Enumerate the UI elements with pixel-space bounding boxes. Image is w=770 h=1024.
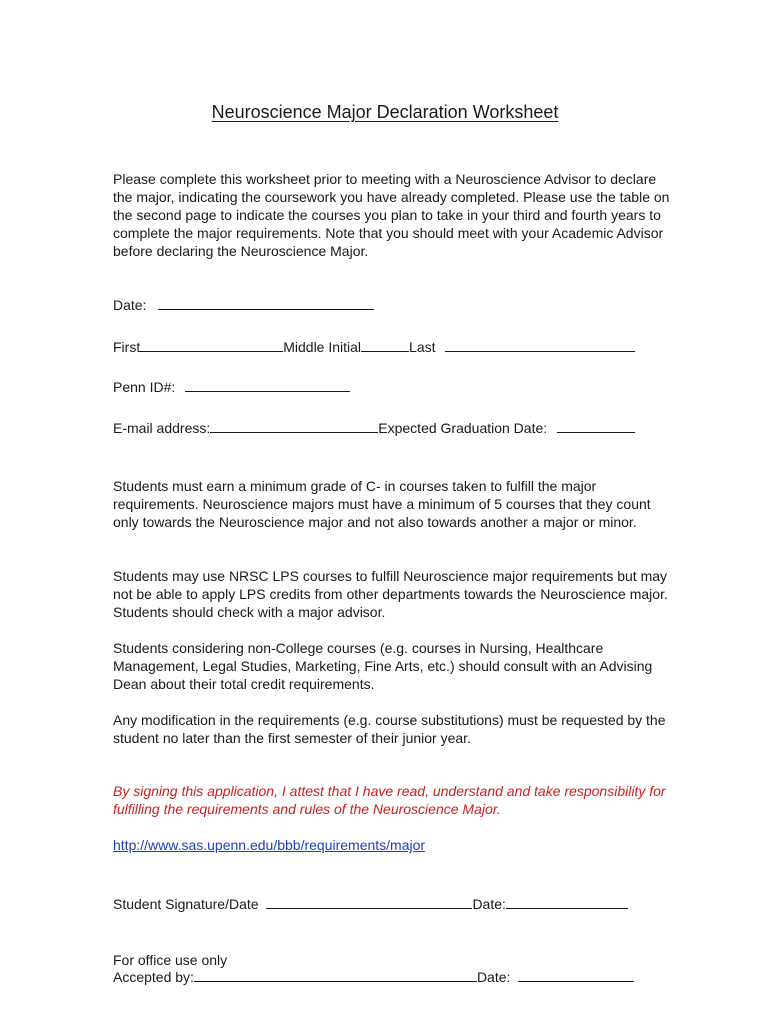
first-name-label: First	[113, 339, 141, 355]
first-name-field[interactable]	[140, 338, 283, 352]
rule-paragraph-4: Any modification in the requirements (e.g. course substitutions) must be requested by the student no later than the first semester of their junior year.	[113, 712, 666, 746]
accepted-date-field[interactable]	[518, 968, 634, 982]
email-grad-row	[113, 419, 635, 437]
signature-field[interactable]	[266, 895, 472, 909]
rule-paragraph-1: Students must earn a minimum grade of C- in courses taken to fulfill the major requirements. Neuroscience majors must have a minimum of 5 courses that they count only towards the Neuroscience major and not also towards another a major or minor.	[113, 478, 651, 530]
accepted-by-field[interactable]	[194, 968, 477, 982]
middle-initial-field[interactable]	[361, 338, 409, 352]
intro-paragraph: Please complete this worksheet prior to meeting with a Neuroscience Advisor to declare the major, indicating the coursework you have already completed. Please use the table on the second page to indicate the courses you plan to take in your third and fourth years to complete the major requirements. Note that you should meet with your Academic Advisor before declaring the Neuroscience Major.	[113, 171, 670, 259]
signature-label: Student Signature/Date	[113, 896, 259, 912]
accepted-by-label: Accepted by:	[113, 969, 194, 985]
email-label: E-mail address:	[113, 420, 211, 436]
date-row	[113, 296, 374, 314]
signature-date-field[interactable]	[506, 895, 628, 909]
middle-initial-label: Middle Initial	[283, 339, 362, 355]
last-name-label: Last	[409, 339, 436, 355]
accepted-date-label: Date:	[476, 969, 511, 985]
requirements-link[interactable]: http://www.sas.upenn.edu/bbb/requirements/major	[113, 837, 426, 853]
penn-id-label: Penn ID#:	[113, 379, 176, 395]
date-field[interactable]	[158, 296, 374, 310]
signature-date-label: Date:	[472, 896, 506, 912]
accepted-row	[113, 968, 634, 986]
penn-id-row	[113, 378, 350, 396]
date-label: Date:	[113, 297, 147, 313]
last-name-field[interactable]	[445, 338, 635, 352]
rule-paragraph-3: Students considering non-College courses (e.g. courses in Nursing, Healthcare Management, Legal Studies, Marketing, Fine Arts, etc.) should consult with an Advising Dean about their total credit requirements.	[113, 640, 653, 692]
page-title: Neuroscience Major Declaration Worksheet	[211, 102, 559, 122]
attestation-statement: By signing this application, I attest that I have read, understand and take responsibility for fulfilling the requirements and rules of the Neuroscience Major.	[113, 783, 666, 817]
penn-id-field[interactable]	[185, 378, 350, 392]
graduation-label: Expected Graduation Date:	[378, 420, 548, 436]
rule-paragraph-2: Students may use NRSC LPS courses to fulfill Neuroscience major requirements but may not be able to apply LPS credits from other departments towards the Neuroscience major. Students should check with a major advisor.	[113, 568, 668, 620]
email-field[interactable]	[210, 419, 378, 433]
name-row	[113, 338, 635, 356]
signature-row	[113, 895, 628, 913]
office-use-heading: For office use only	[113, 952, 228, 968]
graduation-field[interactable]	[557, 419, 635, 433]
